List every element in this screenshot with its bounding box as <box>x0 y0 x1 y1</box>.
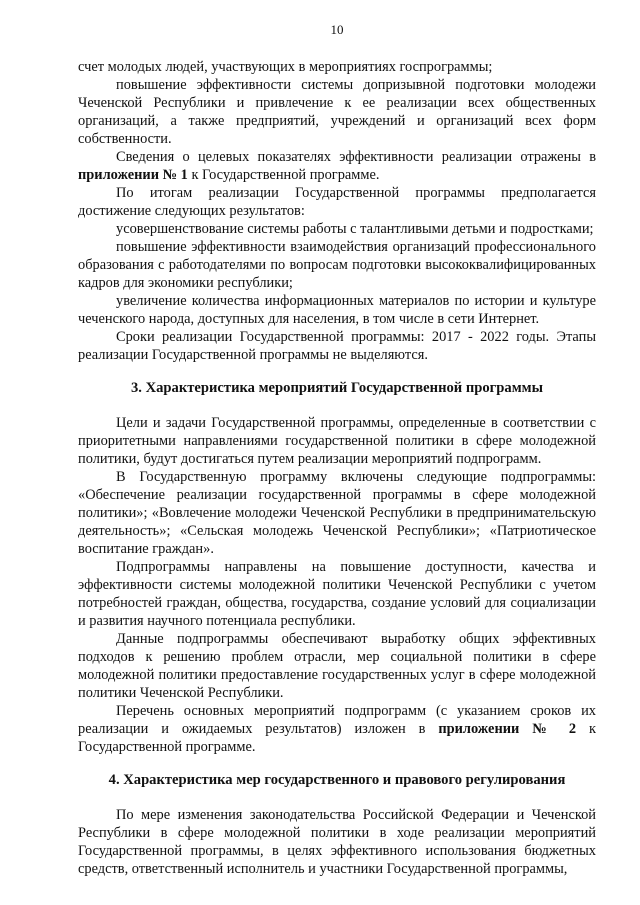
appendix-2-reference: приложении № 2 <box>438 721 577 737</box>
paragraph-continuation: счет молодых людей, участвующих в мероприятиях госпрограммы; <box>78 59 493 75</box>
appendix-2-text-after: к Государственной программе. <box>78 721 596 755</box>
paragraph-legislation-changes: По мере изменения законодательства Российской Федерации и Чеченской Республики в сфере молодежной политики в ходе реализации мероприятий Государственной программы, в целях эффективного использования бюджетных средств, ответственный исполнитель и участники Государственной программы, <box>78 807 596 877</box>
document-body <box>78 58 596 878</box>
page-number: 10 <box>330 22 344 37</box>
indicators-text-before: Сведения о целевых показателях эффективности реализации отражены в <box>116 149 596 165</box>
section-3-heading: 3. Характеристика мероприятий Государственной программы <box>131 380 543 396</box>
paragraph-results-intro: По итогам реализации Государственной программы предполагается достижение следующих результатов: <box>78 185 596 219</box>
paragraph-pre-conscription-training: повышение эффективности системы допризывной подготовки молодежи Чеченской Республики и привлечение к ее реализации всех общественных организаций, а также предприятий, учреждений и организаций всех форм собственности. <box>78 77 596 147</box>
paragraph-result-information-materials: увеличение количества информационных материалов по истории и культуре чеченского народа, доступных для населения, в том числе в сети Интернет. <box>78 293 596 327</box>
paragraph-target-indicators <box>78 148 596 184</box>
paragraph-implementation-period: Сроки реализации Государственной программы: 2017 - 2022 годы. Этапы реализации Государственной программы не выделяются. <box>78 329 596 363</box>
paragraph-subprograms-approaches: Данные подпрограммы обеспечивают выработку общих эффективных подходов к решению проблем отрасли, мер социальной политики в сфере молодежной политики предоставление государственных услуг в сфере молодежной политики Чеченской Республики. <box>78 631 596 701</box>
paragraph-main-activities-list <box>78 702 596 756</box>
paragraph-subprograms-list: В Государственную программу включены следующие подпрограммы: «Обеспечение реализации государственной программы в сфере молодежной политики»; «Вовлечение молодежи Чеченской Республики в предпринимательскую деятельность»; «Сельская молодежь Чеченской Республики»; «Патриотическое воспитание граждан». <box>78 469 596 557</box>
indicators-text-after: к Государственной программе. <box>187 167 380 183</box>
appendix-2-text-before: Перечень основных мероприятий подпрограмм (с указанием сроков их реализации и ожидаемых результатов) изложен в <box>78 703 596 737</box>
appendix-1-reference: приложении № 1 <box>78 167 188 183</box>
paragraph-subprograms-aim: Подпрограммы направлены на повышение доступности, качества и эффективности системы молодежной политики Чеченской Республики с учетом потребностей граждан, общества, государства, создание условий для социализации и развития научного потенциала республики. <box>78 559 596 629</box>
paragraph-result-talented-children: усовершенствование системы работы с талантливыми детьми и подростками; <box>116 221 594 237</box>
section-4-heading: 4. Характеристика мер государственного и правового регулирования <box>108 772 566 788</box>
paragraph-result-professional-education: повышение эффективности взаимодействия организаций профессионального образования с работодателями по вопросам подготовки высококвалифицированных кадров для экономики республики; <box>78 239 596 291</box>
paragraph-goals-and-tasks: Цели и задачи Государственной программы, определенные в соответствии с приоритетными направлениями государственной политики в сфере молодежной политики, будут достигаться путем реализации мероприятий подпрограмм. <box>78 415 596 467</box>
